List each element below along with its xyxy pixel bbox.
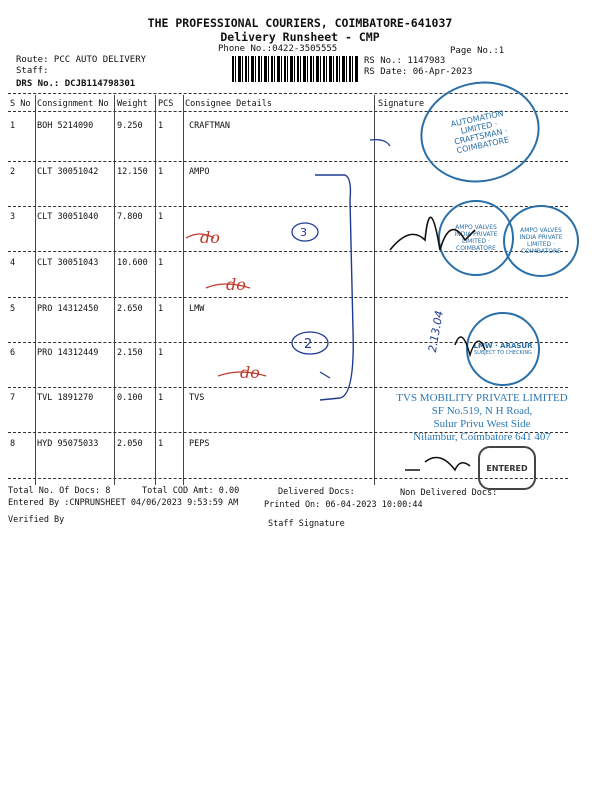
row-consignment: PRO 14312449 xyxy=(37,348,99,358)
row-sno: 6 xyxy=(10,348,16,358)
total-docs: Total No. Of Docs: 8 xyxy=(8,486,111,496)
row-weight: 7.800 xyxy=(117,212,143,222)
row-sno: 7 xyxy=(10,393,16,403)
row-pcs: 1 xyxy=(158,439,164,449)
row-consignee: PEPS xyxy=(189,439,210,449)
tvs-stamp-line: Sulur Privu West Side xyxy=(433,418,531,430)
total-cod: Total COD Amt: 0.00 xyxy=(142,486,240,496)
route-label: Route: PCC AUTO DELIVERY xyxy=(16,55,147,65)
col-consignee: Consignee Details xyxy=(185,99,272,109)
col-pcs: PCS xyxy=(158,99,174,109)
ditto-mark: do xyxy=(240,363,260,382)
signature-row8 xyxy=(405,458,470,471)
bracket-tick xyxy=(320,372,330,378)
signature-row1 xyxy=(370,140,390,146)
row-pcs: 1 xyxy=(158,258,164,268)
rs-date: RS Date: 06-Apr-2023 xyxy=(364,67,473,77)
staff-label: Staff: xyxy=(16,66,49,76)
col-sno: S No xyxy=(10,99,31,109)
col-consignment: Consignment No xyxy=(37,99,109,109)
row-consignment: HYD 95075033 xyxy=(37,439,99,449)
row-pcs: 1 xyxy=(158,304,164,314)
ditto-mark: do xyxy=(200,228,220,247)
row-consignee: AMPO xyxy=(189,167,210,177)
verified-by: Verified By xyxy=(8,515,65,525)
row-weight: 2.050 xyxy=(117,439,143,449)
row-sno: 8 xyxy=(10,439,16,449)
row-consignment: CLT 30051043 xyxy=(37,258,99,268)
tvs-stamp-line: SF No.519, N H Road, xyxy=(431,405,533,417)
row-consignment: BOH 5214090 xyxy=(37,121,94,131)
col-signature: Signature xyxy=(378,99,425,109)
circled-number-text: 2 xyxy=(304,337,313,352)
row-pcs: 1 xyxy=(158,167,164,177)
printed-on: Printed On: 06-04-2023 10:00:44 xyxy=(264,500,423,510)
staff-signature: Staff Signature xyxy=(268,519,345,529)
signature-row5 xyxy=(455,337,485,355)
document-title: Delivery Runsheet - CMP xyxy=(220,30,380,44)
row-sno: 5 xyxy=(10,304,16,314)
ampo-stamp-1: AMPO VALVES INDIA PRIVATE LIMITED · COIMBATORE xyxy=(438,200,514,276)
circled-number-text: 3 xyxy=(300,226,307,239)
row-weight: 12.150 xyxy=(117,167,148,177)
non-delivered-docs: Non Delivered Docs: xyxy=(400,488,498,498)
col-weight: Weight xyxy=(117,99,148,109)
row-weight: 0.100 xyxy=(117,393,143,403)
row-pcs: 1 xyxy=(158,121,164,131)
page-number: Page No.:1 xyxy=(450,46,505,56)
row-pcs: 1 xyxy=(158,348,164,358)
craftsman-stamp: AUTOMATION LIMITED · CRAFTSMAN · COIMBATORE xyxy=(411,71,549,194)
row-consignee: CRAFTMAN xyxy=(189,121,230,131)
row-sno: 3 xyxy=(10,212,16,222)
ditto-mark: do xyxy=(226,275,246,294)
row-consignee: LMW xyxy=(189,304,205,314)
row-weight: 10.600 xyxy=(117,258,148,268)
row-pcs: 1 xyxy=(158,393,164,403)
row-weight: 2.150 xyxy=(117,348,143,358)
tvs-stamp-line: TVS MOBILITY PRIVATE LIMITED xyxy=(396,392,568,404)
bracket-line xyxy=(315,175,353,400)
tvs-stamp-line: Nilambur, Coimbatore 641 407 xyxy=(413,431,551,443)
signature-row3 xyxy=(390,217,475,250)
row-consignee: TVS xyxy=(189,393,205,403)
date-note: 2.13.04 xyxy=(425,309,446,354)
row-sno: 1 xyxy=(10,121,16,131)
phone-number: Phone No.:0422-3505555 xyxy=(218,44,338,54)
row-weight: 9.250 xyxy=(117,121,143,131)
row-pcs: 1 xyxy=(158,212,164,222)
rs-number: RS No.: 1147983 xyxy=(364,56,446,66)
lmw-stamp: LMW · ARASUR SUBJECT TO CHECKING xyxy=(466,312,540,386)
company-title: THE PROFESSIONAL COURIERS, COIMBATORE-641037 xyxy=(147,16,453,30)
entered-by: Entered By :CNPRUNSHEET 04/06/2023 9:53:59 AM xyxy=(8,498,239,508)
row-weight: 2.650 xyxy=(117,304,143,314)
row-consignment: CLT 30051040 xyxy=(37,212,99,222)
row-sno: 2 xyxy=(10,167,16,177)
ampo-stamp-2: AMPO VALVES INDIA PRIVATE LIMITED · COIMBATORE xyxy=(503,205,579,277)
entered-stamp: ENTERED xyxy=(478,446,536,490)
row-consignment: CLT 30051042 xyxy=(37,167,99,177)
delivered-docs: Delivered Docs: xyxy=(278,487,355,497)
row-consignment: TVL 1891270 xyxy=(37,393,94,403)
drs-number: DRS No.: DCJB114798301 xyxy=(16,79,136,89)
row-consignment: PRO 14312450 xyxy=(37,304,99,314)
row-sno: 4 xyxy=(10,258,16,268)
